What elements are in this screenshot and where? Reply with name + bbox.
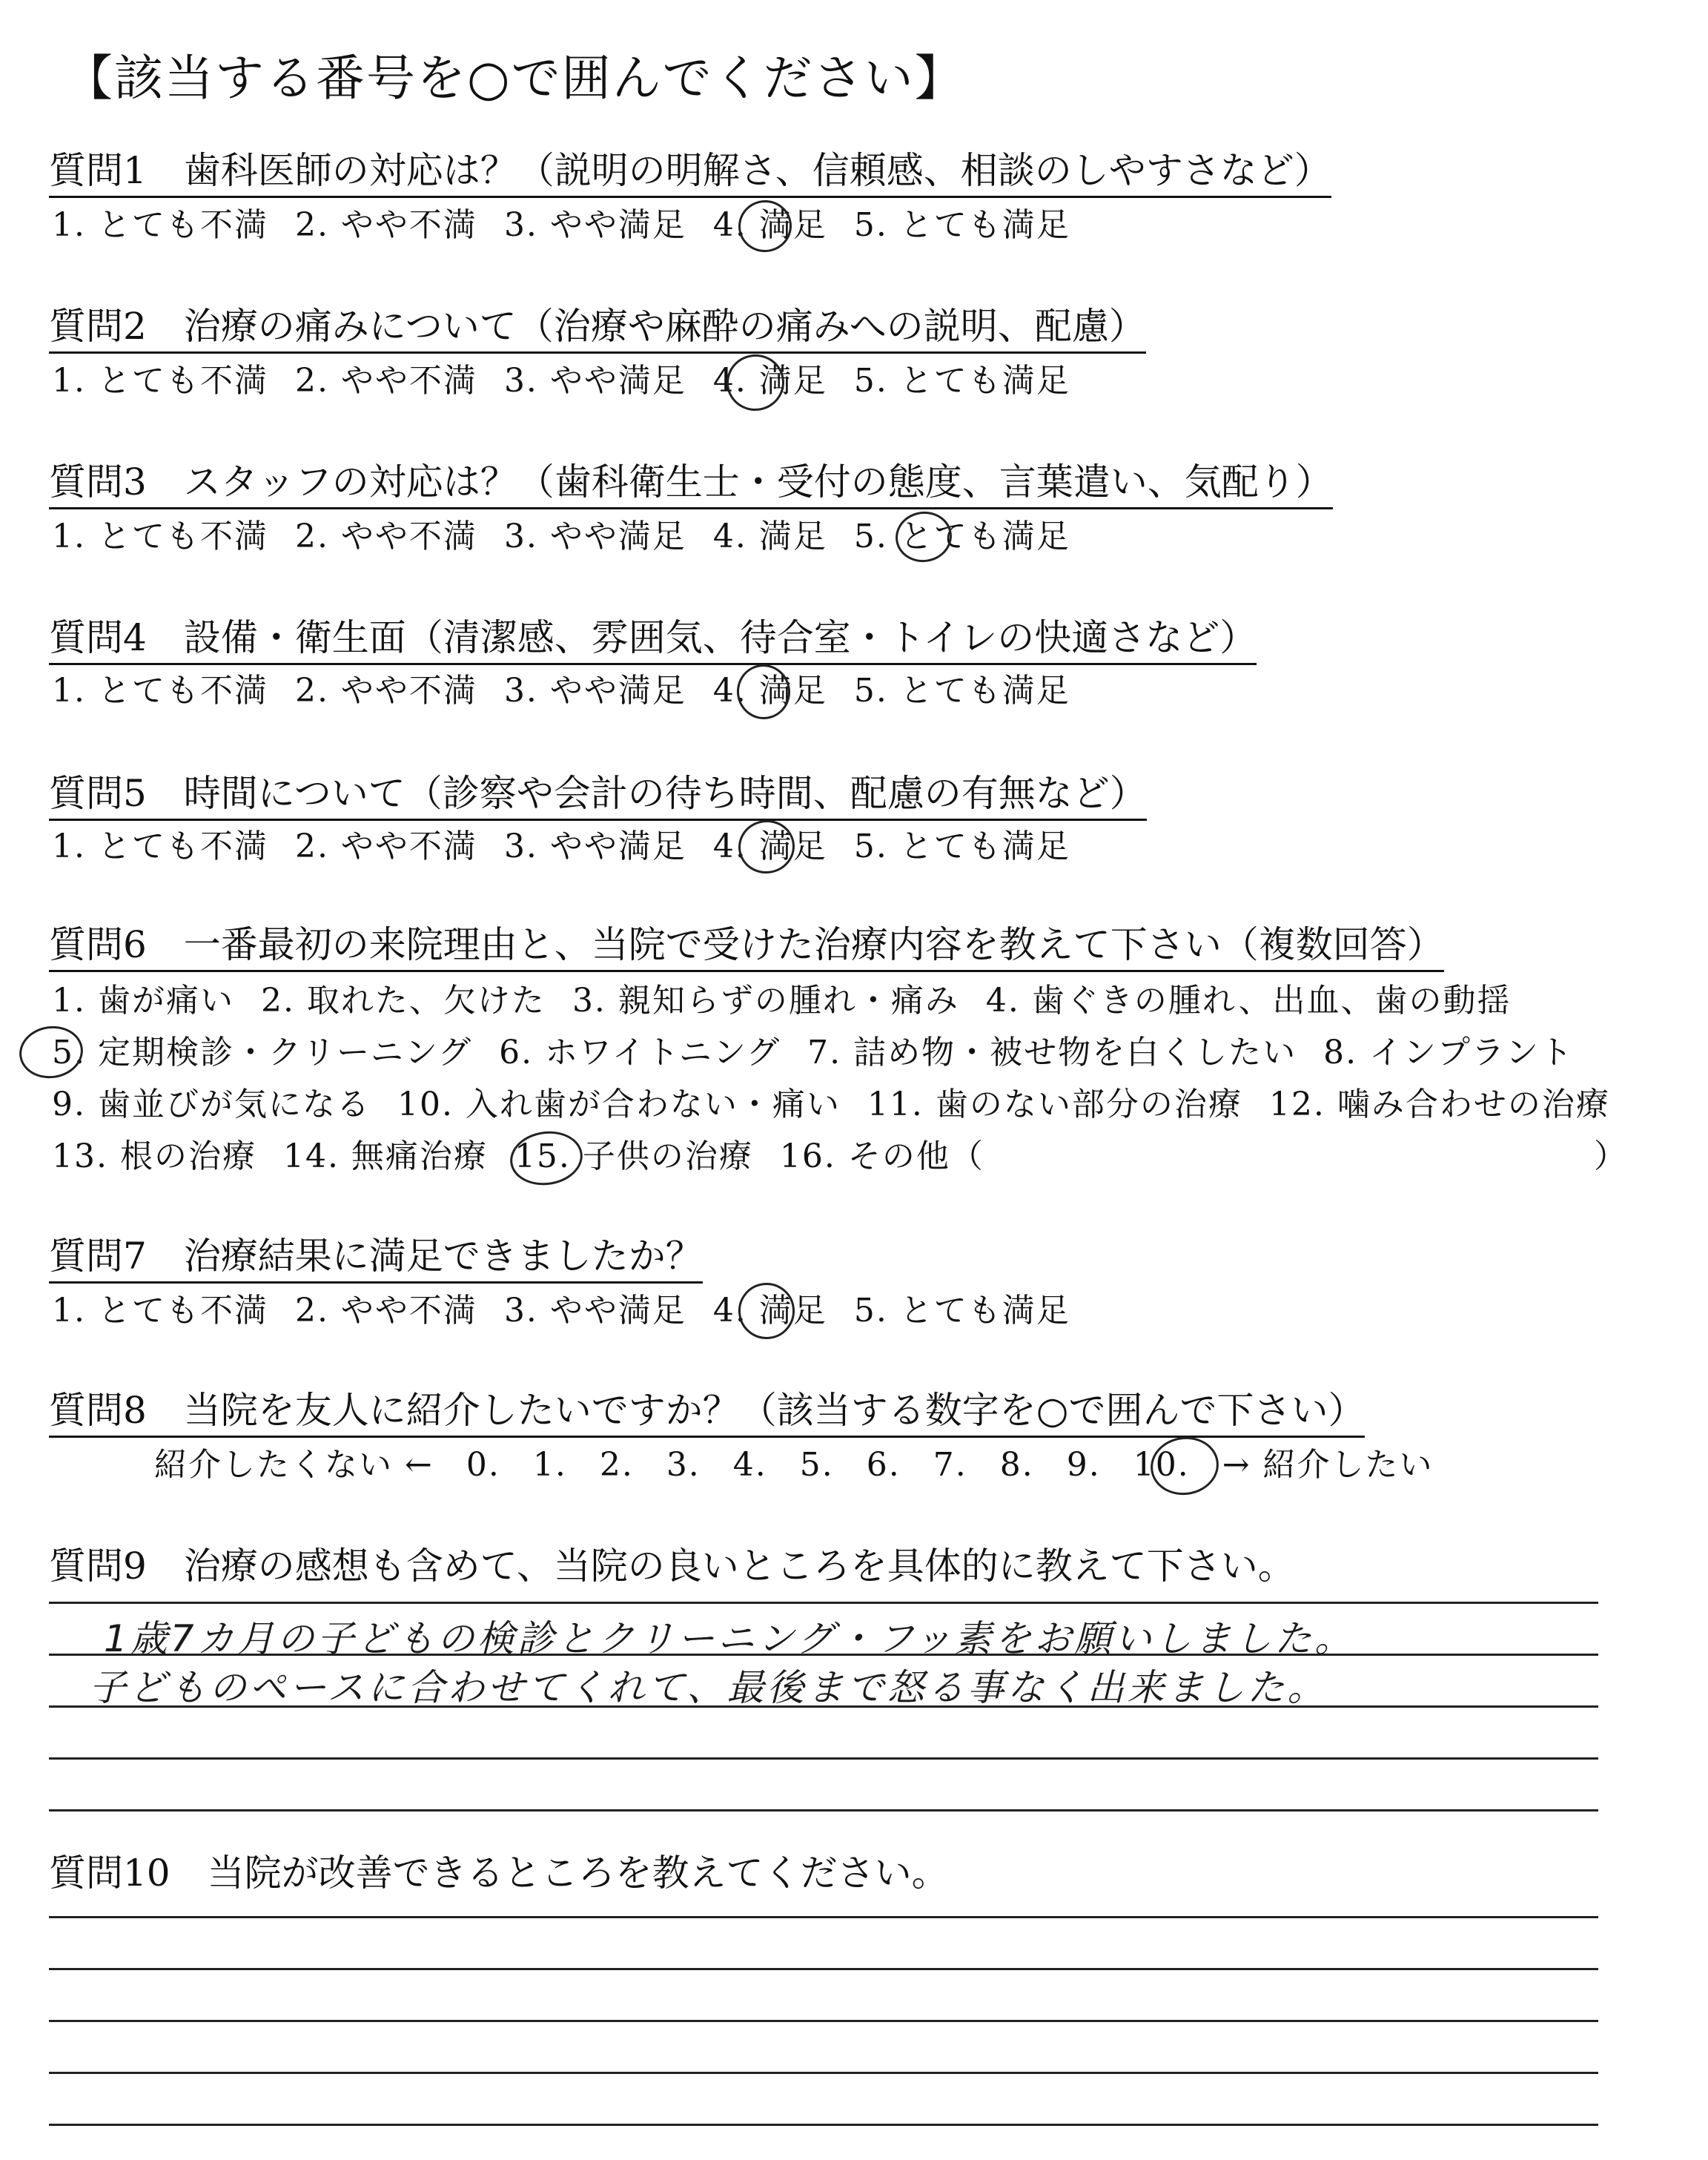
- option[interactable]: 2. 取れた、欠けた: [260, 982, 546, 1020]
- option[interactable]: 2. やや不満: [294, 672, 477, 710]
- option[interactable]: 3. やや満足: [503, 206, 686, 244]
- option[interactable]: 1. とても不満: [52, 362, 268, 400]
- option[interactable]: 16. その他（: [779, 1137, 984, 1175]
- answer-line: [49, 2124, 1598, 2126]
- q6-row-1: [52, 980, 1538, 1022]
- q2-title: 質問2 治療の痛みについて（治療や麻酔の痛みへの説明、配慮）: [49, 304, 1146, 354]
- answer-circle-q8: [1147, 1433, 1222, 1499]
- q4-options: [52, 670, 1097, 712]
- scale-right-label: → 紹介したい: [1222, 1446, 1434, 1484]
- scale-option[interactable]: 2.: [599, 1446, 634, 1484]
- option[interactable]: 5. 定期検診・クリーニング: [52, 1034, 473, 1071]
- q9-title: 質問9 治療の感想も含めて、当院の良いところを具体的に教えて下さい。: [49, 1545, 1295, 1588]
- answer-line: [49, 1757, 1598, 1760]
- q5-options: [52, 826, 1097, 868]
- option[interactable]: 5. とても満足: [853, 828, 1070, 865]
- q6-row-3: [52, 1084, 1637, 1126]
- option[interactable]: 3. やや満足: [503, 828, 686, 865]
- option[interactable]: 2. やや不満: [294, 1292, 477, 1330]
- scale-option[interactable]: 7.: [933, 1446, 967, 1484]
- option[interactable]: 4. 満足: [712, 206, 827, 244]
- option[interactable]: 4. 満足: [712, 672, 827, 710]
- q1-title: 質問1 歯科医師の対応は？（説明の明解さ、信頼感、相談のしやすさなど）: [49, 148, 1331, 198]
- option[interactable]: 6. ホワイトニング: [499, 1034, 781, 1071]
- scale-option[interactable]: 6.: [866, 1446, 901, 1484]
- q5-title: 質問5 時間について（診察や会計の待ち時間、配慮の有無など）: [49, 771, 1147, 821]
- scale-option[interactable]: 0.: [466, 1446, 500, 1484]
- q2-options: [52, 360, 1097, 402]
- option[interactable]: 5. とても満足: [853, 206, 1070, 244]
- answer-line: [49, 2020, 1598, 2022]
- q1-options: [52, 205, 1097, 246]
- answer-line: [49, 1916, 1598, 1918]
- q6-row-2: [52, 1032, 1601, 1074]
- option[interactable]: 3. やや満足: [503, 672, 686, 710]
- option[interactable]: 1. とても不満: [52, 1292, 268, 1330]
- option[interactable]: 4. 歯ぐきの腫れ、出血、歯の動揺: [985, 982, 1512, 1020]
- scale-option[interactable]: 8.: [999, 1446, 1034, 1484]
- q6-title: 質問6 一番最初の来院理由と、当院で受けた治療内容を教えて下さい（複数回答）: [49, 922, 1444, 972]
- scale-option[interactable]: 9.: [1066, 1446, 1101, 1484]
- option[interactable]: 2. やや不満: [294, 206, 477, 244]
- option[interactable]: 13. 根の治療: [52, 1137, 256, 1175]
- option[interactable]: 5. とても満足: [853, 518, 1070, 555]
- q4-title: 質問4 設備・衛生面（清潔感、雰囲気、待合室・トイレの快適さなど）: [49, 615, 1257, 665]
- q8-title: 質問8 当院を友人に紹介したいですか？（該当する数字を○で囲んで下さい）: [49, 1388, 1365, 1438]
- option[interactable]: 4. 満足: [712, 1292, 827, 1330]
- option[interactable]: 7. 詰め物・被せ物を白くしたい: [807, 1034, 1297, 1071]
- answer-line: [49, 1602, 1598, 1604]
- option[interactable]: 4. 満足: [712, 362, 827, 400]
- option[interactable]: 5. とても満足: [853, 672, 1070, 710]
- option[interactable]: 3. やや満足: [503, 1292, 686, 1330]
- q7-options: [52, 1290, 1097, 1332]
- option[interactable]: 14. 無痛治療: [282, 1137, 488, 1175]
- option[interactable]: 11. 歯のない部分の治療: [867, 1086, 1242, 1123]
- answer-line: [49, 1968, 1598, 1970]
- scale-left-label: 紹介したくない ←: [154, 1446, 434, 1484]
- handwritten-answer-line-2: 子どものペースに合わせてくれて、最後まで怒る事なく出来ました。: [89, 1666, 1328, 1709]
- option[interactable]: 12. 噛み合わせの治療: [1268, 1086, 1610, 1123]
- option[interactable]: 15. 子供の治療: [514, 1137, 753, 1175]
- scale-option[interactable]: 4.: [732, 1446, 767, 1484]
- option[interactable]: 8. インプラント: [1323, 1034, 1575, 1071]
- q6-other-close: ）: [1594, 1137, 1628, 1175]
- page-header: 【該当する番号を○で囲んでください】: [64, 50, 965, 107]
- option[interactable]: 1. とても不満: [52, 828, 268, 865]
- scale-option[interactable]: 1.: [532, 1446, 567, 1484]
- option[interactable]: 5. とても満足: [853, 362, 1070, 400]
- option[interactable]: 4. 満足: [712, 518, 827, 555]
- q7-title: 質問7 治療結果に満足できましたか？: [49, 1234, 703, 1284]
- handwritten-answer-line-1: 1歳7カ月の子どもの検診とクリーニング・フッ素をお願いしました。: [104, 1617, 1355, 1660]
- option[interactable]: 3. やや満足: [503, 362, 686, 400]
- q10-title: 質問10 当院が改善できるところを教えてください。: [49, 1852, 949, 1895]
- scale-option[interactable]: 10.: [1133, 1446, 1190, 1484]
- option[interactable]: 3. 親知らずの腫れ・痛み: [572, 982, 959, 1020]
- option[interactable]: 2. やや不満: [294, 828, 477, 865]
- answer-line: [49, 2072, 1598, 2074]
- option[interactable]: 1. とても不満: [52, 206, 268, 244]
- option[interactable]: 10. 入れ歯が合わない・痛い: [397, 1086, 841, 1123]
- scale-option[interactable]: 5.: [799, 1446, 834, 1484]
- option[interactable]: 4. 満足: [712, 828, 827, 865]
- q8-scale: [154, 1444, 1466, 1486]
- answer-line: [49, 1809, 1598, 1811]
- option[interactable]: 2. やや不満: [294, 518, 477, 555]
- answer-circle-q7: [735, 1279, 798, 1343]
- scale-option[interactable]: 3.: [666, 1446, 701, 1484]
- option[interactable]: 5. とても満足: [853, 1292, 1070, 1330]
- q3-title: 質問3 スタッフの対応は？（歯科衛生士・受付の態度、言葉遣い、気配り）: [49, 460, 1333, 509]
- option[interactable]: 9. 歯並びが気になる: [52, 1086, 371, 1123]
- option[interactable]: 1. 歯が痛い: [52, 982, 234, 1020]
- option[interactable]: 3. やや満足: [503, 518, 686, 555]
- option[interactable]: 1. とても不満: [52, 518, 268, 555]
- option[interactable]: 1. とても不満: [52, 672, 268, 710]
- option[interactable]: 2. やや不満: [294, 362, 477, 400]
